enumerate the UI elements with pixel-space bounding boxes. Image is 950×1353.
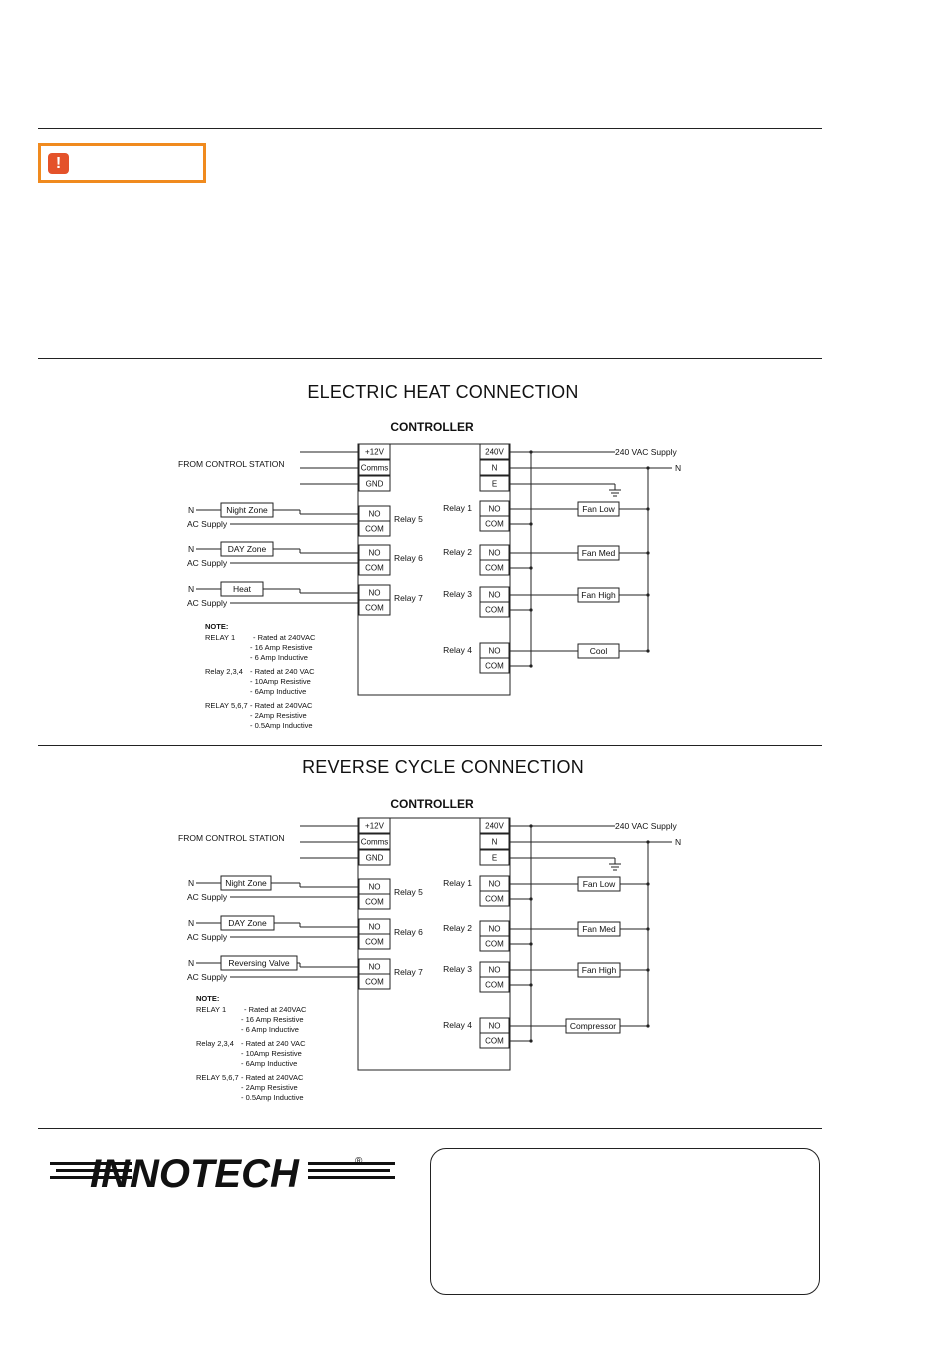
ac-supply-label: AC Supply [187,892,228,902]
relay-com-terminal-label: COM [485,519,504,529]
controller-heading: CONTROLLER [390,420,474,434]
reverse-cycle-title: REVERSE CYCLE CONNECTION [302,757,584,777]
exclamation-icon: ! [48,153,69,174]
relay-label: Relay 4 [443,1020,472,1030]
load-box-label: Cool [589,646,608,656]
load-box-label: Fan Low [582,504,615,514]
relay-com-terminal-label: COM [365,524,384,534]
ac-supply-label: AC Supply [187,558,228,568]
relay-label: Relay 2 [443,923,472,933]
relay-no-terminal-label: NO [488,590,501,600]
terminal-n-label: N [491,463,498,473]
note-title: NOTE: [205,622,229,631]
relay-com-terminal-label: COM [365,937,384,947]
innotech-logo [50,1150,395,1195]
relay-no-terminal-label: NO [488,548,501,558]
relay-label: Relay 5 [394,514,423,524]
note-relay-label: RELAY 5,6,7 [196,1073,239,1082]
relay-label: Relay 2 [443,547,472,557]
terminal-e-label: E [491,479,498,489]
terminal-comms-label: Comms [360,463,389,473]
relay-com-terminal-label: COM [485,605,504,615]
note-rating-line: - Rated at 240VAC [244,1005,307,1014]
note-relay-label: RELAY 5,6,7 [205,701,248,710]
relay-label: Relay 7 [394,593,423,603]
section-rule-3 [38,1128,822,1129]
relay-label: Relay 1 [443,503,472,513]
note-rating-line: - 10Amp Resistive [241,1049,302,1058]
relay-no-terminal-label: NO [488,924,501,934]
zone-device-box-label: DAY Zone [227,544,267,554]
relay-no-terminal-label: NO [368,509,381,519]
relay-label: Relay 5 [394,887,423,897]
note-rating-line: - Rated at 240 VAC [250,667,315,676]
note-rating-line: - Rated at 240VAC [253,633,316,642]
terminal-n-label: N [491,837,498,847]
ac-supply-label: AC Supply [187,519,228,529]
ac-supply-label: AC Supply [187,932,228,942]
relay-no-terminal-label: NO [368,548,381,558]
note-rating-line: - Rated at 240 VAC [241,1039,306,1048]
note-rating-line: - 2Amp Resistive [250,711,307,720]
relay-label: Relay 1 [443,878,472,888]
relay-label: Relay 3 [443,964,472,974]
relay-label: Relay 4 [443,645,472,655]
terminal-12v-label: +12V [365,821,384,831]
registered-mark: ® [355,1156,363,1167]
brand-name: INNOTECH [90,1152,299,1195]
note-rating-line: - 6Amp Inductive [250,687,307,696]
ac-supply-label: AC Supply [187,972,228,982]
relay-com-terminal-label: COM [485,661,504,671]
note-relay-label: RELAY 1 [205,633,236,642]
controller-heading: CONTROLLER [390,797,474,811]
relay-no-terminal-label: NO [488,504,501,514]
neutral-label: N [675,463,682,473]
relay-label: Relay 6 [394,927,423,937]
from-control-station-label: FROM CONTROL STATION [178,459,285,469]
n-label: N [188,544,195,554]
relay-com-terminal-label: COM [485,939,504,949]
relay-no-terminal-label: NO [488,646,501,656]
n-label: N [188,505,195,515]
terminal-e-label: E [491,853,498,863]
relay-com-terminal-label: COM [485,563,504,573]
relay-com-terminal-label: COM [485,894,504,904]
terminal-gnd-label: GND [365,853,384,863]
relay-no-terminal-label: NO [488,1021,501,1031]
relay-com-terminal-label: COM [485,1036,504,1046]
load-box-label: Fan Med [582,924,616,934]
zone-device-box-label: DAY Zone [228,918,267,928]
relay-label: Relay 7 [394,967,423,977]
terminal-240v-label: 240V [485,447,504,457]
relay-no-terminal-label: NO [488,879,501,889]
relay-com-terminal-label: COM [365,603,384,613]
note-rating-line: - 16 Amp Resistive [250,643,313,652]
note-title: NOTE: [196,994,220,1003]
n-label: N [188,918,195,928]
relay-no-terminal-label: NO [368,962,381,972]
load-box-label: Fan Low [582,879,616,889]
note-rating-line: - 16 Amp Resistive [241,1015,304,1024]
note-relay-label: RELAY 1 [196,1005,227,1014]
relay-com-terminal-label: COM [365,977,384,987]
note-rating-line: - 2Amp Resistive [241,1083,298,1092]
relay-com-terminal-label: COM [365,897,384,907]
load-box-label: Fan High [581,965,617,975]
note-rating-line: - Rated at 240VAC [250,701,313,710]
relay-no-terminal-label: NO [368,588,381,598]
relay-no-terminal-label: NO [488,965,501,975]
note-rating-line: - 6 Amp Inductive [250,653,308,662]
note-rating-line: - 6 Amp Inductive [241,1025,299,1034]
relay-label: Relay 6 [394,553,423,563]
zone-device-box-label: Heat [233,584,251,594]
note-rating-line: - 10Amp Resistive [250,677,311,686]
electric-heat-title: ELECTRIC HEAT CONNECTION [307,382,579,402]
n-label: N [188,878,195,888]
neutral-label: N [675,837,682,847]
note-rating-line: - 6Amp Inductive [241,1059,298,1068]
contact-box [430,1148,820,1295]
relay-no-terminal-label: NO [368,882,381,892]
relay-no-terminal-label: NO [368,922,381,932]
from-control-station-label: FROM CONTROL STATION [178,833,285,843]
note-rating-line: - 0.5Amp Inductive [241,1093,304,1102]
note-relay-label: Relay 2,3,4 [196,1039,234,1048]
ac-supply-label: AC Supply [187,598,228,608]
supply-label: 240 VAC Supply [615,821,677,831]
relay-label: Relay 3 [443,589,472,599]
relay-com-terminal-label: COM [365,563,384,573]
n-label: N [188,584,195,594]
supply-label: 240 VAC Supply [615,447,677,457]
relay-com-terminal-label: COM [485,980,504,990]
load-box-label: Compressor [569,1021,617,1031]
terminal-12v-label: +12V [365,447,384,457]
load-box-label: Fan High [581,590,616,600]
note-rating-line: - Rated at 240VAC [241,1073,304,1082]
zone-device-box-label: Night Zone [226,505,268,515]
zone-device-box-label: Night Zone [225,878,267,888]
terminal-240v-label: 240V [485,821,504,831]
load-box-label: Fan Med [581,548,616,558]
note-relay-label: Relay 2,3,4 [205,667,243,676]
n-label: N [188,958,195,968]
terminal-comms-label: Comms [360,837,389,847]
note-rating-line: - 0.5Amp Inductive [250,721,313,730]
terminal-gnd-label: GND [365,479,384,489]
zone-device-box-label: Reversing Valve [228,958,290,968]
